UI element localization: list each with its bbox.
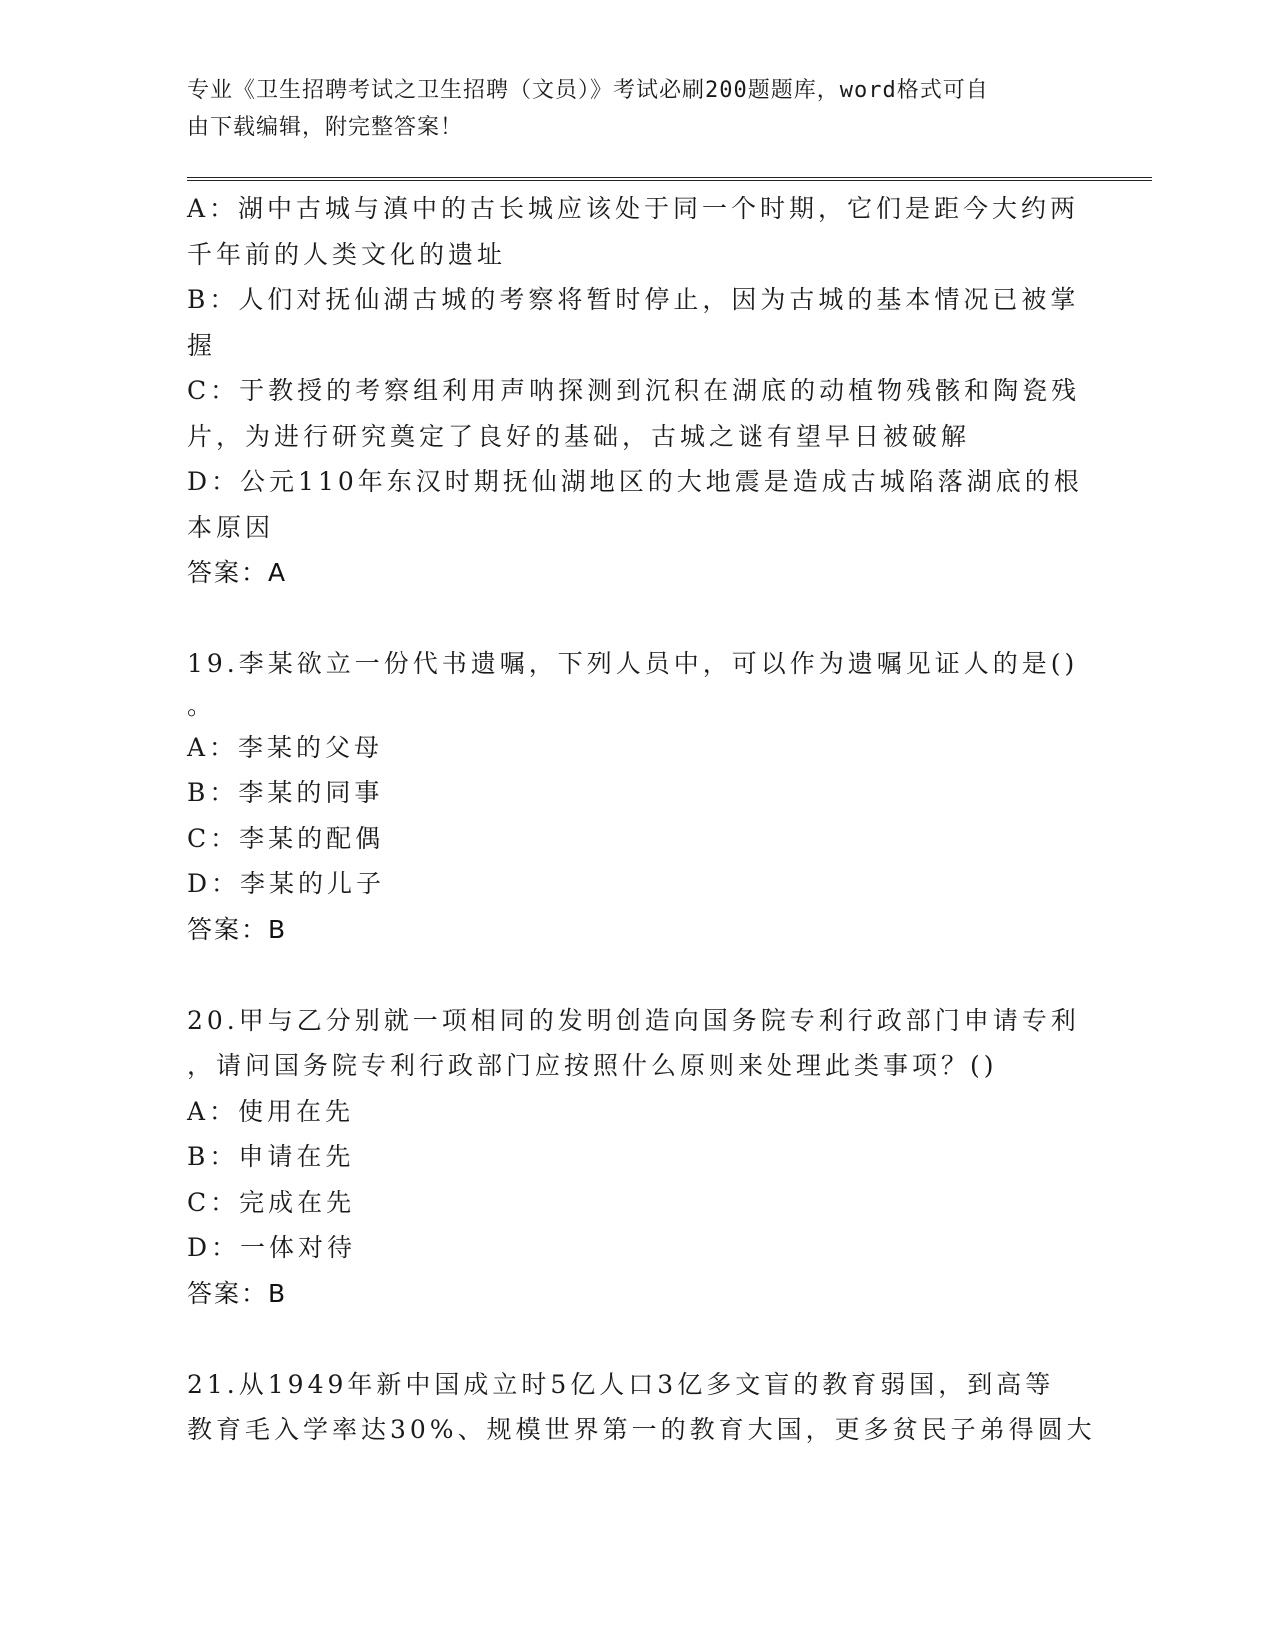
question-20-stem-line-2: ，请问国务院专利行政部门应按照什么原则来处理此类事项？() [187,1051,998,1080]
option-b: B：李某的同事 [187,778,384,807]
question-20-stem-line-1: 20.甲与乙分别就一项相同的发明创造向国务院专利行政部门申请专利 [187,1005,1080,1035]
question-21-stem-line-2: 教育毛入学率达30%、规模世界第一的教育大国，更多贫民子弟得圆大 [187,1415,1096,1444]
option-a-line-1: A：湖中古城与滇中的古长城应该处于同一个时期，它们是距今大约两 [187,194,1080,223]
header-line-2: 由下载编辑，附完整答案！ [187,115,464,140]
question-18-options [187,186,1087,596]
option-c: C：完成在先 [187,1187,356,1217]
header-divider [187,177,1152,181]
question-19 [187,641,1087,952]
answer-19: 答案：B [187,914,288,944]
option-c-line-1: C：于教授的考察组利用声呐探测到沉积在湖底的动植物残骸和陶瓷残 [187,376,1081,405]
question-20 [187,998,1087,1317]
option-c: C：李某的配偶 [187,823,385,853]
spacer [187,1316,1087,1362]
answer-20: 答案：B [187,1278,288,1308]
option-b-line-2: 握 [187,330,217,360]
question-21 [187,1362,1096,1453]
question-19-stem-line-2: 。 [187,690,217,720]
option-d-line-1: D：公元110年东汉时期抚仙湖地区的大地震是造成古城陷落湖底的根 [187,467,1083,496]
option-b: B：申请在先 [187,1142,355,1171]
option-a: A：使用在先 [187,1096,355,1126]
header-line-1: 专业《卫生招聘考试之卫生招聘（文员）》考试必刷200题题库，word格式可自 [187,78,989,103]
question-list [187,186,1096,1453]
question-19-stem-line-1: 19.李某欲立一份代书遗嘱，下列人员中，可以作为遗嘱见证人的是() [187,649,1079,678]
option-b-line-1: B：人们对抚仙湖古城的考察将暂时停止，因为古城的基本情况已被掌 [187,285,1080,314]
spacer [187,952,1087,998]
option-a-line-2: 千年前的人类文化的遗址 [187,239,507,269]
document-header [187,72,1067,146]
spacer [187,596,1087,642]
option-d-line-2: 本原因 [187,512,275,542]
option-a: A：李某的父母 [187,732,384,762]
option-c-line-2: 片，为进行研究奠定了良好的基础，古城之谜有望早日被破解 [187,421,971,451]
option-d: D：一体对待 [187,1233,357,1262]
answer-18: 答案：A [187,558,288,587]
question-21-stem-line-1: 21.从1949年新中国成立时5亿人口3亿多文盲的教育弱国，到高等 [187,1369,1055,1399]
option-d: D：李某的儿子 [187,869,386,898]
